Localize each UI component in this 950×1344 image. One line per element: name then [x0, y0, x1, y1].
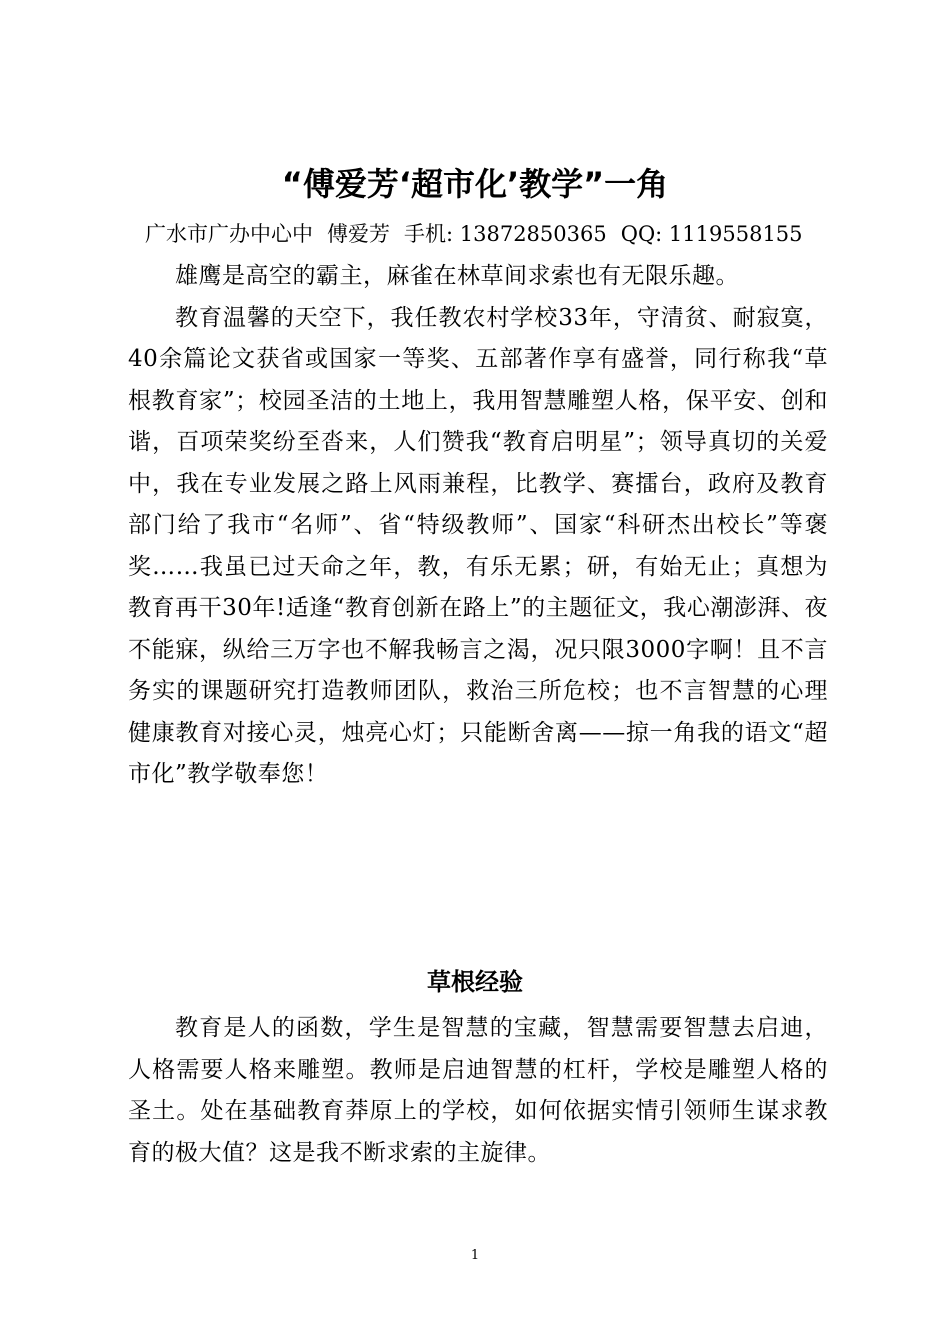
- author-phone: 手机: 13872850365: [404, 222, 607, 246]
- author-affiliation: 广水市广办中心中: [145, 222, 313, 246]
- intro-paragraph: 雄鹰是高空的霸主，麻雀在林草间求索也有无限乐趣。: [175, 263, 739, 289]
- intro-paragraph: 教育温馨的天空下，我任教农村学校33年，守清贫、耐寂寞，40余篇论文获省或国家一等奖、五部著作享有盛誉，同行称我“草根教育家”；校园圣洁的土地上，我用智慧雕塑人格，保平安、创和谐，百项荣奖纷至沓来，人们赞我“教育启明星”；领导真切的关爱中，我在专业发展之路上风雨兼程，比教学、赛擂台，政府及教育部门给了我市“名师”、省“特级教师”、国家“科研杰出校长”等褒奖……我虽已过天命之年，教，有乐无累；研，有始无止；真想为教育再干30年!适逢“教育创新在路上”的主题征文，我心潮澎湃、夜不能寐，纵给三万字也不解我畅言之渴，况只限3000字啊！且不言务实的课题研究打造教师团队，救治三所危校；也不言智慧的心理健康教育对接心灵，烛亮心灯；只能断舍离——掠一角我的语文“超市化”教学敬奉您！: [128, 304, 828, 787]
- section-paragraph: 教育是人的函数，学生是智慧的宝藏，智慧需要智慧去启迪，人格需要人格来雕塑。教师是启迪智慧的杠杆，学校是雕塑人格的圣土。处在基础教育莽原上的学校，如何依据实情引领师生谋求教育的极大值？这是我不断求索的主旋律。: [128, 1015, 828, 1166]
- section-body: [128, 1008, 828, 1174]
- section-heading: 草根经验: [427, 968, 523, 996]
- author-qq: QQ: 1119558155: [620, 222, 803, 246]
- document-title: “傅爱芳‘超市化’教学”一角: [281, 165, 669, 203]
- author-name: 傅爱芳: [327, 222, 390, 246]
- intro-section: [128, 256, 828, 796]
- page-number: 1: [470, 1248, 480, 1263]
- author-line: [145, 218, 817, 250]
